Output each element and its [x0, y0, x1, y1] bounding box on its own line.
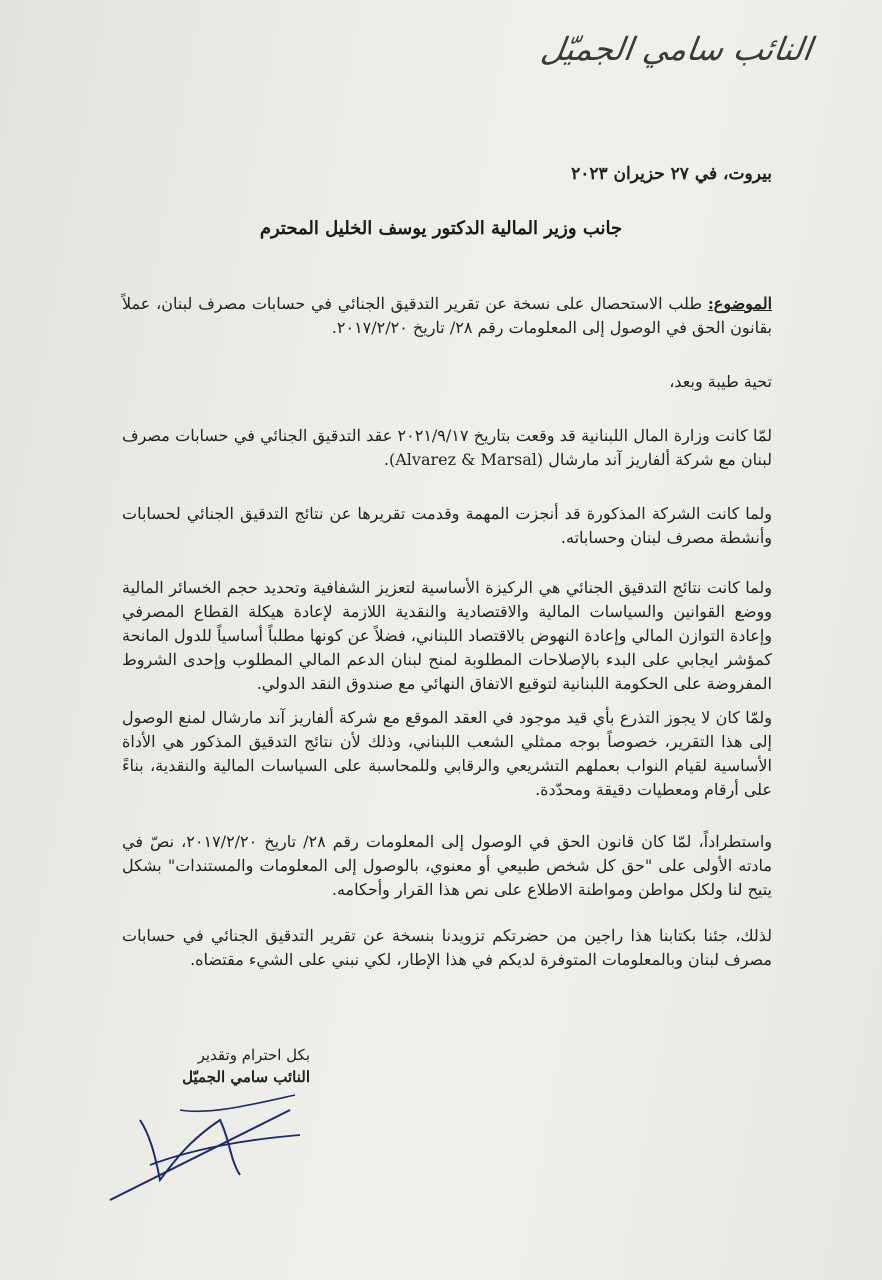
- subject-text: طلب الاستحصال على نسخة عن تقرير التدقيق الجنائي في حسابات مصرف لبنان، عملاً بقانون الحق في الوصول إلى المعلومات رقم ٢٨/ تاريخ ٢٠١٧/٢/٢٠.: [122, 294, 772, 337]
- handwritten-signature: [80, 1080, 320, 1210]
- recipient-line: جانب وزير المالية الدكتور يوسف الخليل المحترم: [259, 218, 623, 239]
- greeting: تحية طيبة وبعد،: [669, 372, 772, 391]
- paragraph-4: ولمّا كان لا يجوز التذرع بأي قيد موجود في العقد الموقع مع شركة ألفاريز آند مارشال لمنع الوصول إلى هذا التقرير، خصوصاً بوجه ممثلي الشعب اللبناني، وذلك لأن نتائج التدقيق المذكور هي الأداة الأساسية لقيام النواب بعملهم التشريعي والرقابي وللمحاسبة على السياسات المالية والنقدية، بناءً على أرقام ومعطيات دقيقة ومحدّدة.: [122, 708, 772, 799]
- letter-date: بيروت، في ٢٧ حزيران ٢٠٢٣: [571, 164, 772, 184]
- closing-name: النائب سامي الجميّل: [182, 1068, 310, 1086]
- letterhead: النائب سامي الجميّل: [538, 30, 815, 68]
- paragraph-2: ولما كانت الشركة المذكورة قد أنجزت المهمة وقدمت تقريرها عن نتائج التدقيق الجنائي لحسابات وأنشطة مصرف لبنان وحساباته.: [122, 504, 772, 547]
- subject-label: الموضوع:: [707, 294, 773, 313]
- subject-paragraph: [122, 292, 772, 340]
- signature-icon: [80, 1080, 320, 1210]
- paragraph-5: واستطراداً، لمّا كان قانون الحق في الوصول إلى المعلومات رقم ٢٨/ تاريخ ٢٠١٧/٢/٢٠، نصّ في مادته الأولى على "حق كل شخص طبيعي أو معنوي، بالوصول إلى المعلومات والمستندات" بشكل يتيح لنا ولكل مواطن ومواطنة الاطلاع على نص هذا القرار وأحكامه.: [122, 832, 772, 899]
- paragraph-6: لذلك، جئنا بكتابنا هذا راجين من حضرتكم تزويدنا بنسخة عن تقرير التدقيق الجنائي في حسابات مصرف لبنان وبالمعلومات المتوفرة لديكم في هذا الإطار، لكي نبني على الشيء مقتضاه.: [122, 926, 772, 969]
- paragraph-1: لمّا كانت وزارة المال اللبنانية قد وقعت بتاريخ ٢٠٢١/٩/١٧ عقد التدقيق الجنائي في حسابات مصرف لبنان مع شركة ألفاريز آند مارشال (Alvarez & Marsal).: [122, 426, 772, 469]
- paragraph-3: ولما كانت نتائج التدقيق الجنائي هي الركيزة الأساسية لتعزيز الشفافية وتحديد حجم الخسائر المالية ووضع القوانين والسياسات المالية والاقتصادية والنقدية اللازمة لإعادة هيكلة القطاع المصرفي وإعادة التوازن المالي وإعادة النهوض بالاقتصاد اللبناني، فضلاً عن كونها مطلباً أساسياً للدول المانحة كمؤشر ايجابي على البدء بالإصلاحات المطلوبة لمنح لبنان الدعم المالي المطلوب وإحدى الشروط المفروضة على الحكومة اللبنانية لتوقيع الاتفاق النهائي مع صندوق النقد الدولي.: [122, 578, 772, 693]
- closing-regards: بكل احترام وتقدير: [197, 1046, 310, 1064]
